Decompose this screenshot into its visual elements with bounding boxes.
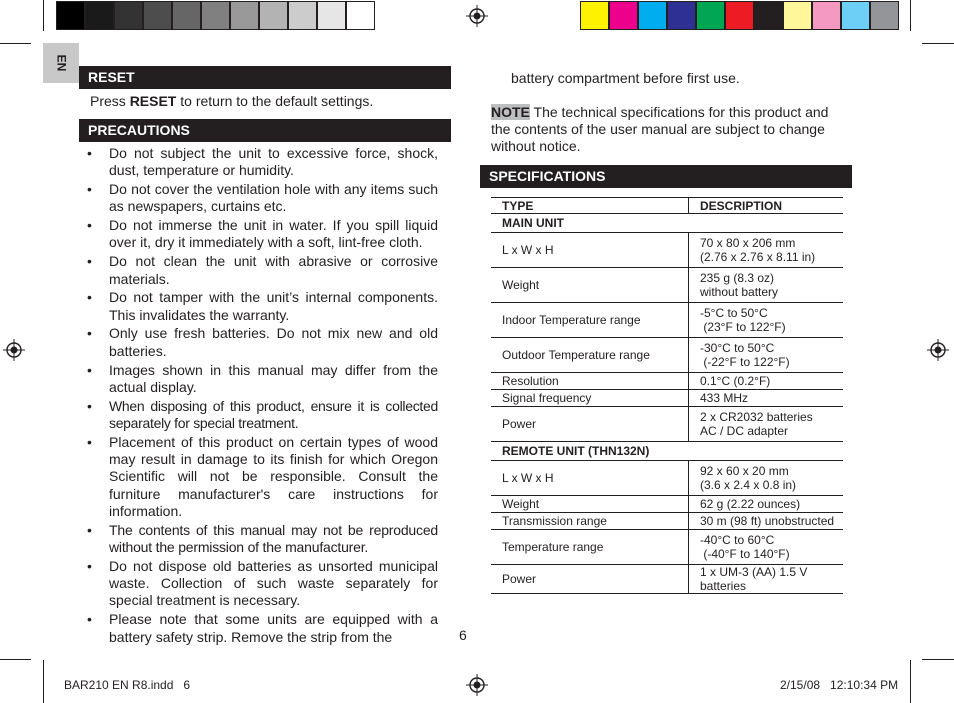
crop-mark-top-right-h [922, 43, 954, 44]
precautions-heading [79, 119, 451, 142]
grayscale-color-bar [56, 1, 375, 30]
list-item: • Do not dispose old batteries as unsorted municipal waste. Collection of such waste separately for special treatment is necessary. [87, 557, 438, 609]
precautions-title: PRECAUTIONS [88, 122, 190, 138]
column-header-description: DESCRIPTION [689, 198, 844, 214]
bullet-icon: • [87, 253, 92, 270]
bullet-icon: • [87, 325, 92, 342]
footer-file-name: BAR210 EN R8.indd 6 [64, 678, 191, 692]
registration-mark-icon [3, 339, 25, 361]
spec-description: 62 g (2.22 ounces) [689, 496, 844, 513]
group-row-remote-unit [491, 442, 843, 461]
bullet-icon: • [87, 289, 92, 306]
reset-heading [79, 66, 451, 89]
table-row [491, 513, 843, 530]
table-row [491, 565, 843, 594]
bullet-icon: • [87, 217, 92, 234]
spec-type: Outdoor Temperature range [491, 338, 689, 373]
list-item: • Do not cover the ventilation hole with any items such as newspapers, curtains etc. [87, 181, 438, 215]
spec-description: 235 g (8.3 oz) without battery [689, 268, 844, 303]
spec-type: L x W x H [491, 461, 689, 496]
reset-text-bold: RESET [129, 93, 177, 109]
table-row [491, 338, 843, 373]
spec-type: Power [491, 565, 689, 594]
spec-description: 2 x CR2032 batteries AC / DC adapter [689, 407, 844, 442]
registration-mark-icon [466, 5, 488, 27]
list-item: • Do not clean the unit with abrasive or corrosive materials. [87, 253, 438, 287]
spec-description: 433 MHz [689, 390, 844, 407]
color-swatch [638, 1, 667, 30]
bullet-icon: • [87, 433, 92, 450]
crop-mark-top-left-v [43, 0, 44, 31]
table-header-row [491, 198, 843, 214]
table-row [491, 407, 843, 442]
color-swatch [288, 1, 317, 30]
crop-mark-bottom-right-h [922, 659, 954, 660]
table-row [491, 496, 843, 513]
spec-description: 30 m (98 ft) unobstructed [689, 513, 844, 530]
bullet-icon: • [87, 611, 92, 628]
crop-mark-bottom-right-v [910, 660, 911, 703]
bullet-icon: • [87, 361, 92, 378]
color-swatch [172, 1, 201, 30]
specifications-title: SPECIFICATIONS [489, 168, 606, 184]
table-row [491, 303, 843, 338]
spec-type: Transmission range [491, 513, 689, 530]
bullet-icon: • [87, 145, 92, 161]
note-text: The technical specifications for this product and the contents of the user manual are subject to change without notice. [491, 104, 829, 154]
color-swatch [667, 1, 696, 30]
specifications-heading [480, 165, 852, 188]
group-title: REMOTE UNIT (THN132N) [491, 442, 843, 461]
list-item: • Images shown in this manual may differ from the actual display. [87, 361, 438, 395]
spec-description: -30°C to 50°C (-22°F to 122°F) [689, 338, 844, 373]
table-row [491, 530, 843, 565]
color-swatch [143, 1, 172, 30]
spec-type: Resolution [491, 373, 689, 390]
table-row [491, 390, 843, 407]
color-swatch [754, 1, 783, 30]
color-swatch [812, 1, 841, 30]
spec-type: Temperature range [491, 530, 689, 565]
reset-title: RESET [88, 69, 135, 85]
list-item: • When disposing of this product, ensure it is collected separately for special treatment. [87, 397, 438, 431]
spec-type: Power [491, 407, 689, 442]
language-tab-label: EN [53, 54, 68, 72]
list-item: • Do not immerse the unit in water. If you spill liquid over it, dry it immediately with a soft, lint-free cloth. [87, 217, 438, 251]
crop-mark-bottom-left-v [43, 660, 44, 703]
color-swatch [783, 1, 812, 30]
color-swatch [85, 1, 114, 30]
group-title: MAIN UNIT [491, 214, 843, 233]
spec-type: Signal frequency [491, 390, 689, 407]
bullet-icon: • [87, 557, 92, 574]
color-swatch [201, 1, 230, 30]
color-swatch [259, 1, 288, 30]
column-header-type: TYPE [491, 198, 689, 214]
color-swatch [609, 1, 638, 30]
color-swatch [230, 1, 259, 30]
footer-timestamp: 2/15/08 12:10:34 PM [780, 678, 899, 692]
spec-type: Weight [491, 268, 689, 303]
list-item: • Only use fresh batteries. Do not mix new and old batteries. [87, 325, 438, 359]
list-item: • Do not tamper with the unit’s internal components. This invalidates the warranty. [87, 289, 438, 323]
list-item: • Do not subject the unit to excessive force, shock, dust, temperature or humidity. [87, 145, 438, 179]
bullet-icon: • [87, 397, 92, 414]
color-swatch [580, 1, 609, 30]
color-swatch [696, 1, 725, 30]
note-paragraph [491, 104, 847, 155]
table-row [491, 461, 843, 496]
note-label: NOTE [491, 104, 530, 120]
group-row-main-unit [491, 214, 843, 233]
bullet-icon: • [87, 181, 92, 198]
spec-description: 92 x 60 x 20 mm (3.6 x 2.4 x 0.8 in) [689, 461, 844, 496]
spec-description: -40°C to 60°C (-40°F to 140°F) [689, 530, 844, 565]
continuation-text: battery compartment before first use. [511, 70, 740, 86]
crop-mark-top-right-v [910, 0, 911, 31]
spec-description: 1 x UM-3 (AA) 1.5 V batteries [689, 565, 844, 594]
color-swatch [56, 1, 85, 30]
reset-text-prefix: Press [90, 93, 130, 109]
table-row [491, 268, 843, 303]
color-swatch [346, 1, 375, 30]
list-item: • Placement of this product on certain types of wood may result in damage to its finish for which Oregon Scientific will not be responsible. Consult the furniture manufacturer's care instructions for information. [87, 433, 438, 519]
registration-mark-icon [466, 674, 488, 696]
color-swatch [870, 1, 899, 30]
crop-mark-top-left-h [0, 43, 31, 44]
specifications-table [491, 197, 843, 594]
color-swatch [725, 1, 754, 30]
language-tab [43, 43, 79, 83]
registration-mark-icon [927, 339, 949, 361]
spec-type: Weight [491, 496, 689, 513]
spec-description: 70 x 80 x 206 mm (2.76 x 2.76 x 8.11 in) [689, 233, 844, 268]
page-number: 6 [459, 627, 467, 643]
spec-description: 0.1°C (0.2°F) [689, 373, 844, 390]
precautions-list [86, 145, 438, 647]
spec-type: Indoor Temperature range [491, 303, 689, 338]
reset-text-suffix: to return to the default settings. [176, 93, 374, 109]
table-row [491, 373, 843, 390]
color-swatch [841, 1, 870, 30]
process-color-bar [580, 1, 899, 30]
color-swatch [317, 1, 346, 30]
bullet-icon: • [87, 521, 92, 538]
spec-type: L x W x H [491, 233, 689, 268]
list-item: • The contents of this manual may not be reproduced without the permission of the manufacturer. [87, 521, 438, 556]
color-swatch [114, 1, 143, 30]
table-row [491, 233, 843, 268]
list-item: • Please note that some units are equipped with a battery safety strip. Remove the strip from the [87, 611, 438, 645]
reset-text [90, 93, 450, 110]
crop-mark-bottom-left-h [0, 659, 31, 660]
spec-description: -5°C to 50°C (23°F to 122°F) [689, 303, 844, 338]
